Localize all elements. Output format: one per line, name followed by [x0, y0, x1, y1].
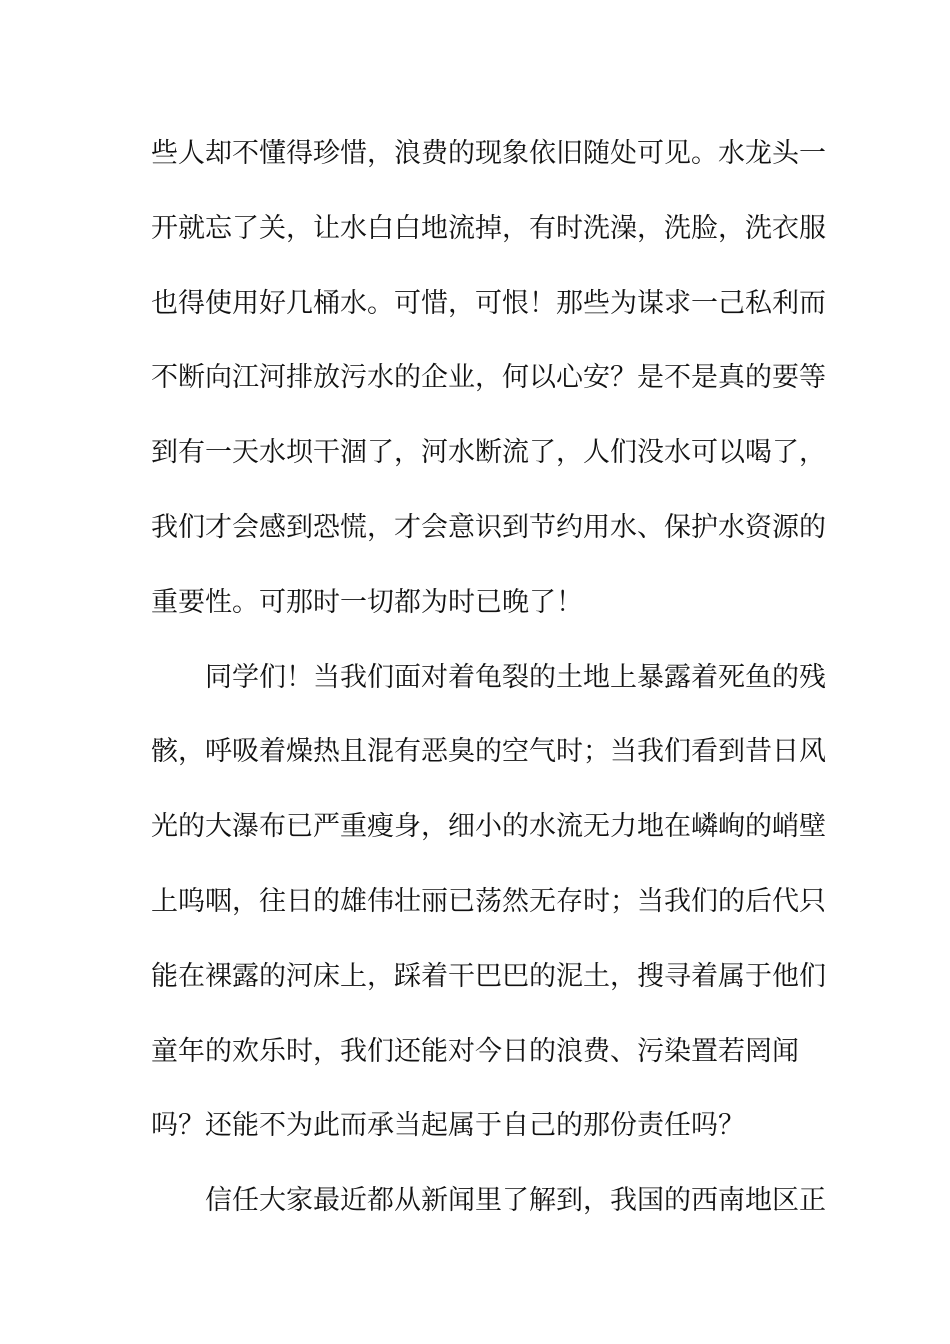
text-line: 童年的欢乐时，我们还能对今日的浪费、污染置若罔闻 [151, 1035, 799, 1067]
text-line: 信任大家最近都从新闻里了解到，我国的西南地区正 [151, 1185, 826, 1217]
text-line: 光的大瀑布已严重瘦身，细小的水流无力地在嶙峋的峭壁 [151, 811, 826, 843]
text-line: 骸，呼吸着燥热且混有恶臭的空气时；当我们看到昔日风 [151, 736, 826, 768]
text-line: 吗？还能不为此而承当起属于自己的那份责任吗？ [151, 1110, 745, 1142]
body-text [151, 127, 826, 1249]
text-line: 不断向江河排放污水的企业，何以心安？是不是真的要等 [151, 362, 826, 394]
text-line: 上呜咽，往日的雄伟壮丽已荡然无存时；当我们的后代只 [151, 885, 826, 917]
text-line: 同学们！当我们面对着龟裂的土地上暴露着死鱼的残 [151, 661, 826, 693]
text-line: 我们才会感到恐慌，才会意识到节约用水、保护水资源的 [151, 511, 826, 543]
text-line: 能在裸露的河床上，踩着干巴巴的泥土，搜寻着属于他们 [151, 960, 826, 992]
text-line: 到有一天水坝干涸了，河水断流了，人们没水可以喝了， [151, 437, 826, 469]
text-line: 也得使用好几桶水。可惜，可恨！那些为谋求一己私利而 [151, 287, 826, 319]
text-line: 重要性。可那时一切都为时已晚了！ [151, 586, 583, 618]
text-line: 开就忘了关，让水白白地流掉，有时洗澡，洗脸，洗衣服 [151, 212, 826, 244]
text-line: 些人却不懂得珍惜，浪费的现象依旧随处可见。水龙头一 [151, 138, 826, 169]
